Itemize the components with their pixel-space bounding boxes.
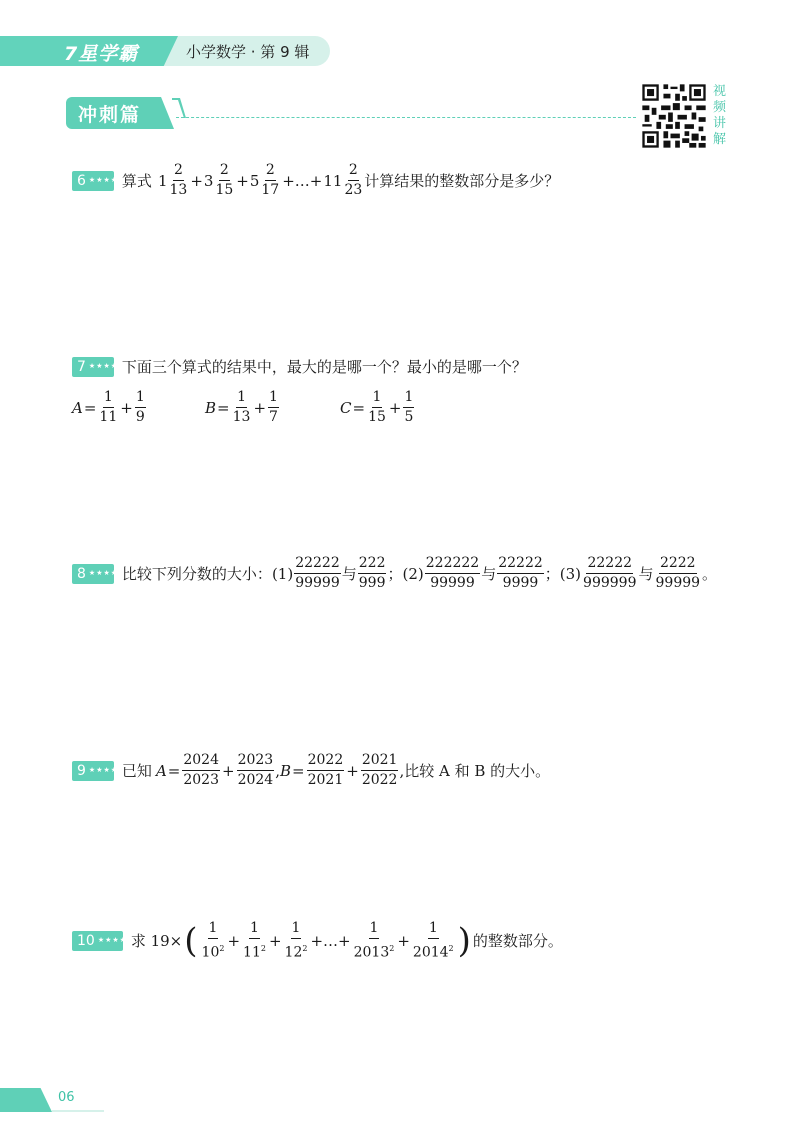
problem-10: [72, 920, 563, 962]
problem-8: [72, 555, 717, 592]
problem-number: 6: [77, 172, 86, 189]
footer-tab: [0, 1088, 52, 1112]
problem-number: 7: [77, 358, 86, 375]
problem-expression: ( $\frac{1}{10^2}$ + $\frac{1}{11^2}$ + $\frac{1}{12^2}$ +…+ $\frac{1}{2013^2}$ + $\frac{1}{2014^2}$ ): [184, 920, 471, 961]
problem-badge: [72, 171, 119, 191]
operator: +: [236, 171, 249, 190]
difficulty-stars-icon: ★★★★★: [97, 936, 135, 945]
problem-tail: 的整数部分。: [472, 932, 563, 951]
fraction: $\frac{1}{5}$: [404, 389, 414, 425]
operator: +: [190, 171, 203, 190]
fraction: $\frac{1}{9}$: [135, 389, 145, 425]
mixed-whole: 3: [203, 171, 214, 190]
definition-B: B = $\frac{1}{13}$ + $\frac{1}{7}$: [205, 389, 278, 425]
mixed-whole: 1: [157, 171, 168, 190]
problem-number: 9: [77, 762, 86, 779]
problem-tail: 比较 A 和 B 的大小。: [404, 762, 551, 780]
qr-code-icon[interactable]: [640, 82, 708, 150]
mixed-whole: 5: [249, 171, 260, 190]
section-tab-tick-icon: [170, 98, 186, 118]
fraction: $\frac{2}{13}$: [169, 162, 188, 198]
series-logo: 7星学霸: [64, 43, 139, 65]
difficulty-stars-icon: ★★★★: [88, 569, 119, 577]
mixed-whole: 11: [323, 171, 343, 190]
problem-lead: 比较下列分数的大小：: [121, 565, 272, 583]
definition-A: A = $\frac{1}{11}$ + $\frac{1}{9}$: [72, 389, 145, 425]
video-explanation-label: 视 频 讲 解: [713, 84, 727, 147]
problem-9: [72, 752, 550, 789]
problem-badge: [72, 931, 135, 951]
difficulty-stars-icon: ★★★★★: [88, 766, 126, 774]
header-subtitle: 小学数学 · 第 9 辑: [186, 43, 310, 61]
definition-A: A = $\frac{2024}{2023}$ + $\frac{2023}{2024}$ ,: [155, 752, 280, 788]
problem-6: [72, 162, 559, 199]
fraction: $\frac{2}{23}$: [344, 162, 363, 198]
difficulty-stars-icon: ★★★★: [88, 362, 119, 370]
problem-badge: [72, 761, 126, 781]
section-title: 冲刺篇: [78, 104, 142, 126]
fraction: $\frac{1}{15}$: [368, 389, 386, 425]
problem-tail: 计算结果的整数部分是多少？: [364, 172, 560, 190]
problem-badge: [72, 564, 119, 584]
fraction: $\frac{1}{7}$: [269, 389, 278, 425]
problem-expression: [158, 162, 364, 199]
difficulty-stars-icon: ★★★★: [88, 176, 119, 184]
problem-lead: 求 19×: [130, 932, 183, 951]
problem-number: 8: [77, 565, 86, 582]
problem-lead: 算式: [121, 172, 152, 190]
pair-3: (3) $\frac{22222}{999999}$ 与 $\frac{2222}{99999}$ 。: [559, 555, 718, 591]
footer-line: [52, 1110, 104, 1112]
section-divider: [176, 117, 636, 118]
fraction: $\frac{2}{15}$: [215, 162, 234, 198]
fraction: $\frac{1}{11}$: [99, 389, 118, 425]
problem-lead: 已知: [121, 762, 152, 780]
header-band: [0, 36, 330, 66]
fraction: $\frac{2}{17}$: [261, 162, 280, 198]
definition-C: C = $\frac{1}{15}$ + $\frac{1}{5}$: [340, 389, 414, 425]
fraction: $\frac{1}{13}$: [232, 389, 251, 425]
pair-2: (2) $\frac{222222}{99999}$ 与 $\frac{22222}{9999}$ ；: [402, 555, 560, 591]
page-number: 06: [58, 1090, 75, 1105]
problem-number: 10: [77, 932, 95, 949]
pair-1: (1) $\frac{22222}{99999}$ 与 $\frac{222}{999}$ ；: [271, 555, 403, 591]
problem-7: [72, 356, 527, 377]
operator: +…+: [282, 171, 323, 190]
problem-badge: [72, 357, 119, 377]
problem-text: 下面三个算式的结果中，最大的是哪一个？最小的是哪一个？: [121, 358, 527, 376]
definition-B: B = $\frac{2022}{2021}$ + $\frac{2021}{2022}$ ,: [280, 752, 405, 788]
